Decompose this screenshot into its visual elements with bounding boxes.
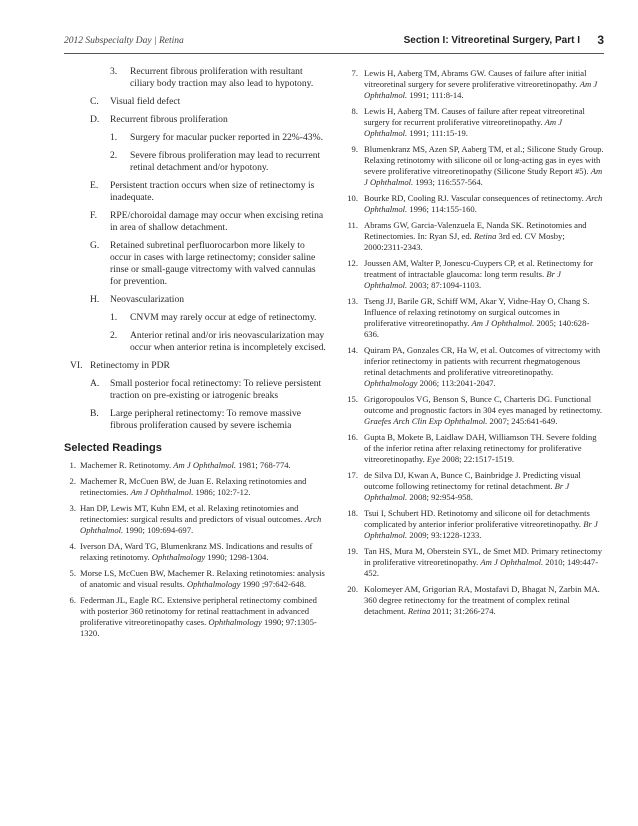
reference-journal: Am J Ophthalmol.	[480, 557, 544, 567]
outline-item	[64, 96, 326, 108]
outline-item-marker: 1.	[110, 132, 118, 143]
reference-journal: Am J Ophthalmol.	[130, 487, 194, 497]
reference-number: 10.	[347, 193, 358, 203]
reference-item	[342, 394, 604, 427]
outline-item-marker: 1.	[110, 312, 118, 323]
outline-item	[64, 132, 326, 144]
reference-number: 6.	[69, 595, 76, 605]
reference-citation: 1996; 114:155-160.	[407, 204, 477, 214]
reference-journal: Graefes Arch Clin Exp Ophthalmol.	[364, 416, 488, 426]
reference-authors-title: Gupta B, Mokete B, Laidlaw DAH, Williamson TH. Severe folding of the inferior retina after relaxing retinectomy for proliferative vitreoretinopathy.	[364, 432, 597, 464]
reference-authors-title: Morse LS, McCuen BW, Machemer R. Relaxing retinotomies: analysis of anatomic and visual results.	[80, 568, 325, 589]
reference-authors-title: Machemer R. Retinotomy.	[80, 460, 174, 470]
reference-citation: 3rd ed. CV Mosby; 2000:2311-2343.	[364, 231, 565, 252]
reference-number: 3.	[69, 503, 76, 513]
reference-list-right	[342, 68, 604, 617]
reference-citation: 2006; 113:2041-2047.	[417, 378, 496, 388]
reference-citation: 2003; 87:1094-1103.	[407, 280, 482, 290]
reference-authors-title: Abrams GW, Garcia-Valenzuela E, Nanda SK. Retinotomies and Retinectomies. In: Ryan SJ, ed.	[364, 220, 587, 241]
reference-item	[342, 144, 604, 188]
header-publication: 2012 Subspecialty Day | Retina	[64, 36, 184, 46]
outline-item	[64, 114, 326, 126]
reference-item	[64, 568, 326, 590]
reference-list-left	[64, 460, 326, 639]
reference-number: 8.	[351, 106, 358, 116]
reference-item	[342, 546, 604, 579]
reference-citation: 2007; 245:641-649.	[487, 416, 558, 426]
reference-item	[342, 584, 604, 617]
reference-citation: 2008; 92:954-958.	[407, 492, 473, 502]
reference-journal: Retina	[407, 606, 431, 616]
outline-item-text: Recurrent fibrous proliferation with resultant ciliary body traction may also lead to hypotony.	[130, 66, 314, 89]
outline-item	[64, 330, 326, 354]
reference-authors-title: Machemer R, McCuen BW, de Juan E. Relaxing retinotomies and retinectomies.	[80, 476, 307, 497]
reference-number: 19.	[347, 546, 358, 556]
reference-item	[64, 595, 326, 639]
outline-item-marker: B.	[90, 408, 99, 419]
outline-item-marker: F.	[90, 210, 97, 221]
outline-item-text: Recurrent fibrous proliferation	[110, 114, 228, 125]
outline-item-text: Retinectomy in PDR	[90, 360, 170, 371]
reference-citation: 1990; 97:1305-1320.	[80, 617, 317, 638]
reference-citation: 1990; 1298-1304.	[205, 552, 269, 562]
reference-citation: 1986; 102:7-12.	[193, 487, 251, 497]
reference-journal: Br J Ophthalmol.	[364, 481, 570, 502]
outline-item-marker: 3.	[110, 66, 118, 77]
reference-authors-title: Federman JL, Eagle RC. Extensive peripheral retinectomy combined with posterior 360 retinotomy for retinal reattachment in advanced proliferative vitreoretinopathy cases.	[80, 595, 317, 627]
outline-item	[64, 378, 326, 402]
outline-item-text: Severe fibrous proliferation may lead to recurrent retinal detachment and/or hypotony.	[130, 150, 321, 173]
outline-item-marker: 2.	[110, 330, 118, 341]
outline-item	[64, 312, 326, 324]
reference-item	[342, 68, 604, 101]
outline-item	[64, 360, 326, 372]
reference-citation: 2009; 93:1228-1233.	[407, 530, 482, 540]
outline-item-marker: H.	[90, 294, 100, 305]
page-number: 3	[597, 33, 604, 47]
reference-citation: 1993; 116:557-564.	[413, 177, 483, 187]
outline-item-text: Large peripheral retinectomy: To remove massive fibrous proliferation caused by severe ischemia	[110, 408, 302, 431]
reference-item	[342, 258, 604, 291]
reference-number: 14.	[347, 345, 358, 355]
reference-item	[342, 345, 604, 389]
reference-authors-title: Lewis H, Aaberg TM. Causes of failure after repeat vitreoretinal surgery for recurrent proliferative vitreoretinopathy.	[364, 106, 585, 127]
outline-item-text: Anterior retinal and/or iris neovascularization may occur when anterior retina is incompletely excised.	[130, 330, 326, 353]
reference-authors-title: Tseng JJ, Barile GR, Schiff WM, Akar Y, Vidne-Hay O, Chang S. Influence of relaxing retinotomy on surgical outcomes in proliferative vitreoretinopathy.	[364, 296, 590, 328]
reference-number: 7.	[351, 68, 358, 78]
reference-citation: 1991; 111:8-14.	[407, 90, 464, 100]
reference-journal: Arch Ophthalmol.	[80, 514, 322, 535]
reference-citation: 1990; 109:694-697.	[123, 525, 194, 535]
reference-citation: 1990 ;97:642-648.	[240, 579, 307, 589]
reference-authors-title: de Silva DJ, Kwan A, Bunce C, Bainbridge J. Predicting visual outcome following retinectomy for retinal detachment.	[364, 470, 581, 491]
right-column	[342, 68, 604, 622]
reference-item	[64, 541, 326, 563]
outline-item-text: RPE/choroidal damage may occur when excising retina in area of shallow detachment.	[110, 210, 324, 233]
running-header	[64, 34, 604, 50]
reference-number: 9.	[351, 144, 358, 154]
outline-item-marker: D.	[90, 114, 100, 125]
reference-journal: Am J Ophthalmol.	[173, 460, 237, 470]
header-rule	[64, 53, 604, 54]
reference-citation: 2010; 149:447-452.	[364, 557, 599, 578]
outline-item-marker: VI.	[70, 360, 83, 371]
reference-journal: Ophthalmology	[208, 617, 262, 627]
reference-journal: Am J Ophthalmol.	[364, 117, 563, 138]
reference-number: 5.	[69, 568, 76, 578]
reference-journal: Ophthalmology	[151, 552, 206, 562]
outline-item-marker: C.	[90, 96, 99, 107]
reference-authors-title: Blumenkranz MS, Azen SP, Aaberg TM, et al.; Silicone Study Group. Relaxing retinotomy with silicone oil or long-acting gas in eyes with severe proliferative vitreoretinopathy (Silicone Study Report #5).	[364, 144, 604, 176]
reference-journal: Am J Ophthalmol.	[471, 318, 535, 328]
reference-item	[64, 460, 326, 471]
reference-citation: 1981; 768-774.	[236, 460, 291, 470]
reference-number: 20.	[347, 584, 358, 594]
reference-citation: 1991; 111:15-19.	[407, 128, 468, 138]
selected-readings-heading: Selected Readings	[64, 442, 162, 454]
reference-item	[342, 296, 604, 340]
reference-number: 13.	[347, 296, 358, 306]
reference-authors-title: Grigoropoulos VG, Benson S, Bunce C, Charteris DG. Functional outcome and prognostic factors in 304 eyes managed by retinectomy.	[364, 394, 603, 415]
reference-journal: Am J Ophthalmol.	[364, 79, 598, 100]
reference-number: 4.	[69, 541, 76, 551]
reference-journal: Am J Ophthalmol.	[364, 166, 603, 187]
reference-number: 18.	[347, 508, 358, 518]
reference-journal: Retina	[473, 231, 497, 241]
outline-item-text: CNVM may rarely occur at edge of retinectomy.	[130, 312, 317, 323]
reference-number: 1.	[69, 460, 76, 470]
outline-item	[64, 210, 326, 234]
outline-item	[64, 294, 326, 306]
outline-item-text: Persistent traction occurs when size of retinectomy is inadequate.	[110, 180, 315, 203]
reference-citation: 2011; 31:266-274.	[430, 606, 496, 616]
outline-item-marker: E.	[90, 180, 99, 191]
reference-journal: Eye	[426, 454, 440, 464]
reference-journal: Br J Ophthalmol.	[364, 269, 561, 290]
reference-journal: Ophthalmology	[186, 579, 241, 589]
reference-item	[342, 432, 604, 465]
outline-item	[64, 240, 326, 288]
reference-item	[342, 193, 604, 215]
reference-number: 16.	[347, 432, 358, 442]
left-column	[64, 66, 326, 644]
reference-citation: 2008; 22:1517-1519.	[439, 454, 515, 464]
reference-journal: Br J Ophthalmol.	[364, 519, 598, 540]
outline-item-marker: 2.	[110, 150, 118, 161]
reference-authors-title: Kolomeyer AM, Grigorian RA, Mostafavi D, Bhagat N, Zarbin MA. 360 degree retinectomy for the treatment of complex retinal detachment.	[364, 584, 600, 616]
reference-authors-title: Iverson DA, Ward TG, Blumenkranz MS. Indications and results of relaxing retinotomy.	[80, 541, 313, 562]
outline-item-marker: G.	[90, 240, 100, 251]
reference-number: 17.	[347, 470, 358, 480]
outline-item-text: Visual field defect	[110, 96, 181, 107]
outline-item	[64, 180, 326, 204]
reference-item	[342, 106, 604, 139]
outline-item	[64, 150, 326, 174]
outline-item	[64, 66, 326, 90]
outline-item-text: Retained subretinal perfluorocarbon more likely to occur in cases with large retinectomy; consider saline rinse or small-gauge vitrectomy with valved cannulas for prevention.	[110, 240, 316, 287]
outline-item-marker: A.	[90, 378, 100, 389]
reference-number: 12.	[347, 258, 358, 268]
outline-item-text: Surgery for macular pucker reported in 22%-43%.	[130, 132, 323, 143]
reference-authors-title: Lewis H, Aaberg TM, Abrams GW. Causes of failure after initial vitreoretinal surgery for severe proliferative vitreoretinopathy.	[364, 68, 587, 89]
reference-authors-title: Joussen AM, Walter P, Jonescu-Cuypers CP, et al. Retinectomy for treatment of intractable glaucoma: long term results.	[364, 258, 594, 279]
reference-number: 11.	[347, 220, 358, 230]
reference-authors-title: Tsui I, Schubert HD. Retinotomy and silicone oil for detachments complicated by anterior inferior proliferative vitreoretinopathy.	[364, 508, 590, 529]
reference-number: 2.	[69, 476, 76, 486]
reference-authors-title: Tan HS, Mura M, Oberstein SYL, de Smet MD. Primary retinectomy in proliferative vitreoretinopathy.	[364, 546, 603, 567]
reference-item	[342, 470, 604, 503]
outline-list	[64, 66, 326, 432]
reference-item	[342, 508, 604, 541]
reference-number: 15.	[347, 394, 358, 404]
outline-item-text: Small posterior focal retinectomy: To relieve persistent traction on pre-existing or iatrogenic breaks	[110, 378, 322, 401]
reference-authors-title: Bourke RD, Cooling RJ. Vascular consequences of retinectomy.	[364, 193, 586, 203]
outline-item	[64, 408, 326, 432]
reference-citation: 2005; 140:628-636.	[364, 318, 590, 339]
reference-authors-title: Quiram PA, Gonzales CR, Ha W, et al. Outcomes of vitrectomy with inferior retinectomy in patients with recurrent rhegmatogenous retinal detachments and proliferative vitreoretinopathy.	[364, 345, 601, 377]
reference-authors-title: Han DP, Lewis MT, Kuhn EM, et al. Relaxing retinotomies and retinectomies: surgical results and predictors of visual outcomes.	[80, 503, 305, 524]
reference-item	[64, 503, 326, 536]
reference-journal: Ophthalmology	[364, 378, 418, 388]
reference-item	[342, 220, 604, 253]
header-section-title: Section I: Vitreoretinal Surgery, Part I	[403, 35, 580, 46]
outline-item-text: Neovascularization	[110, 294, 185, 305]
reference-item	[64, 476, 326, 498]
reference-journal: Arch Ophthalmol.	[364, 193, 603, 214]
